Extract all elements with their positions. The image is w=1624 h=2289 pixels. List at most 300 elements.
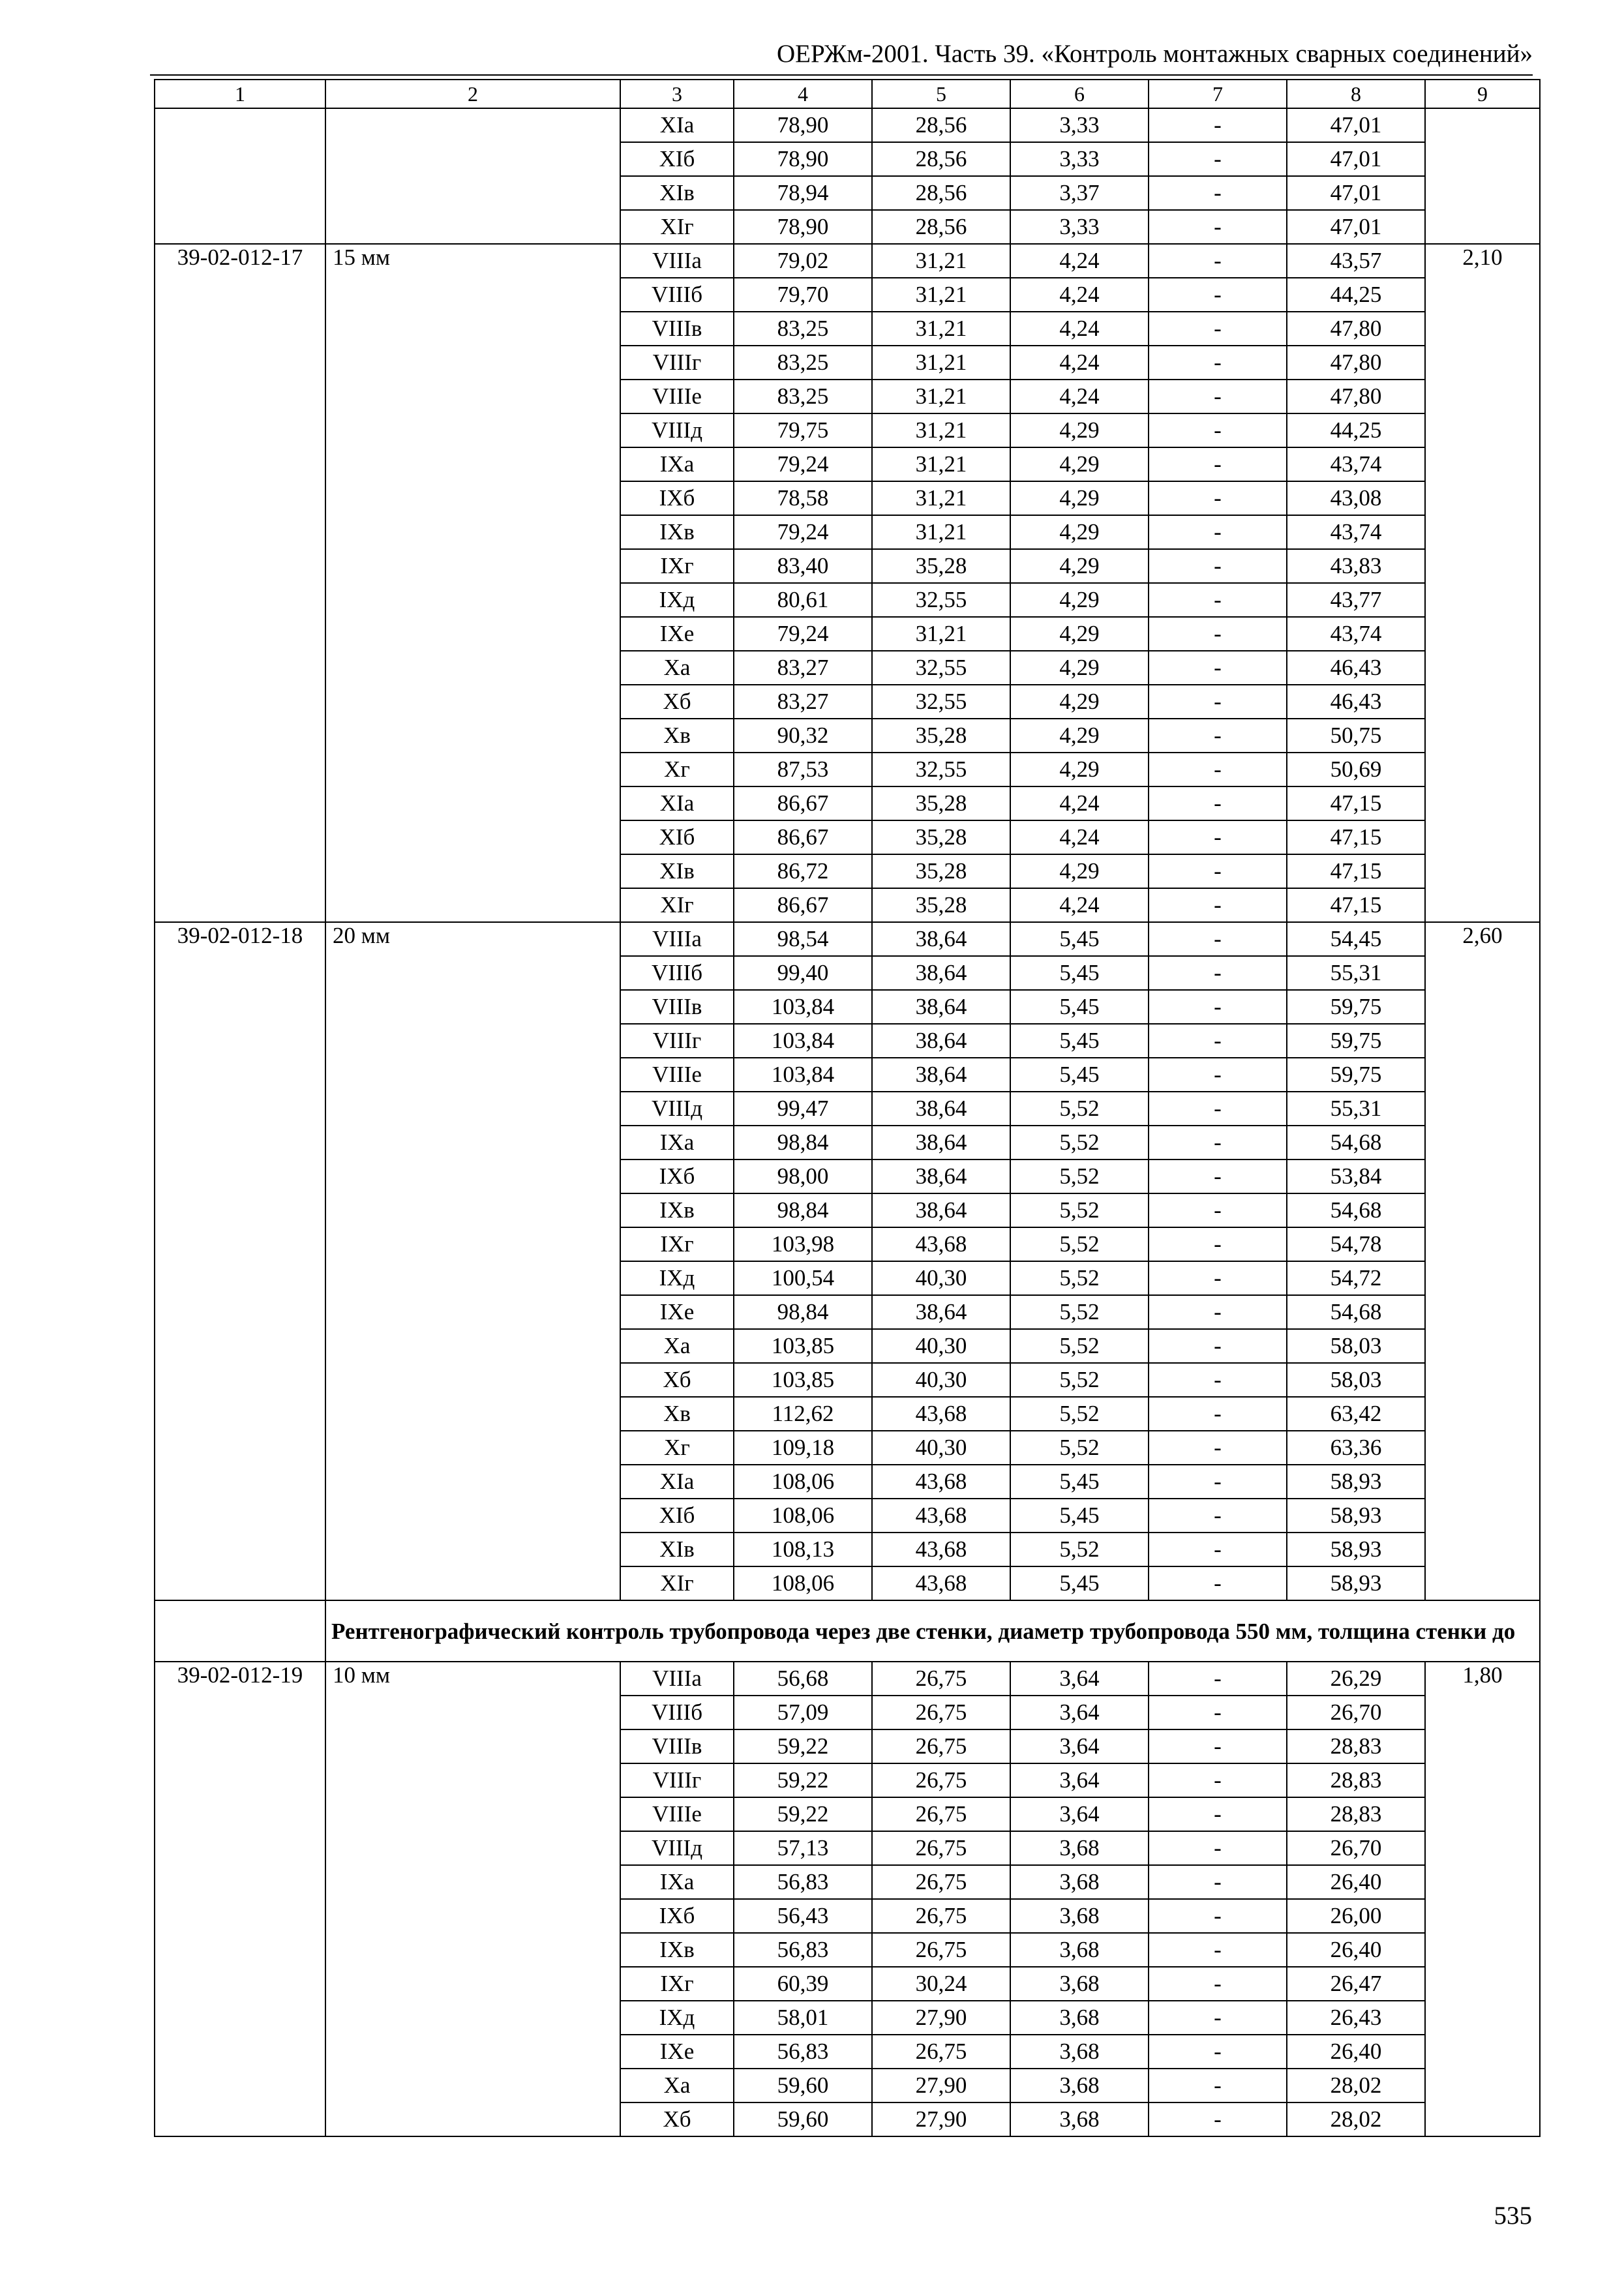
direct-cost-cell: 98,00 [734, 1159, 872, 1193]
welding-position-cell: Xб [620, 685, 734, 719]
machine-cost-cell: 3,33 [1010, 142, 1149, 176]
labor-cost-cell: 26,75 [872, 1763, 1010, 1797]
machine-cost-cell: 3,68 [1010, 2035, 1149, 2069]
labor-cost-cell: 27,90 [872, 2001, 1010, 2035]
column-number: 5 [872, 80, 1010, 108]
welding-position-cell: IXа [620, 1126, 734, 1159]
welding-position-cell: IXг [620, 1967, 734, 2001]
labor-cost-cell: 27,90 [872, 2102, 1010, 2136]
direct-cost-cell: 103,85 [734, 1363, 872, 1397]
labor-cost-cell: 38,64 [872, 1295, 1010, 1329]
machine-cost-cell: 5,45 [1010, 922, 1149, 956]
column-number: 7 [1149, 80, 1287, 108]
labor-cost-cell: 38,64 [872, 1126, 1010, 1159]
transport-cost-cell: - [1149, 685, 1287, 719]
direct-cost-cell: 59,22 [734, 1729, 872, 1763]
labor-cost-cell: 31,21 [872, 312, 1010, 346]
welding-position-cell: IXв [620, 1193, 734, 1227]
transport-cost-cell: - [1149, 1058, 1287, 1092]
machine-cost-cell: 5,52 [1010, 1092, 1149, 1126]
labor-cost-cell: 35,28 [872, 786, 1010, 820]
transport-cost-cell: - [1149, 142, 1287, 176]
direct-cost-cell: 99,47 [734, 1092, 872, 1126]
labor-cost-cell: 38,64 [872, 922, 1010, 956]
material-cost-cell: 63,42 [1287, 1397, 1425, 1431]
material-cost-cell: 54,68 [1287, 1193, 1425, 1227]
material-cost-cell: 44,25 [1287, 278, 1425, 312]
material-cost-cell: 26,40 [1287, 1865, 1425, 1899]
welding-position-cell: XIб [620, 142, 734, 176]
material-cost-cell: 63,36 [1287, 1431, 1425, 1465]
direct-cost-cell: 109,18 [734, 1431, 872, 1465]
welding-position-cell: XIв [620, 1533, 734, 1566]
labor-cost-cell: 32,55 [872, 753, 1010, 786]
labor-cost-cell: 35,28 [872, 820, 1010, 854]
direct-cost-cell: 57,13 [734, 1831, 872, 1865]
direct-cost-cell: 108,13 [734, 1533, 872, 1566]
transport-cost-cell: - [1149, 312, 1287, 346]
transport-cost-cell: - [1149, 1763, 1287, 1797]
labor-cost-cell: 31,21 [872, 346, 1010, 380]
material-cost-cell: 43,08 [1287, 481, 1425, 515]
welding-position-cell: IXе [620, 1295, 734, 1329]
machine-cost-cell: 4,29 [1010, 753, 1149, 786]
welding-position-cell: Xа [620, 2069, 734, 2102]
transport-cost-cell: - [1149, 1431, 1287, 1465]
wall-thickness [325, 108, 620, 244]
transport-cost-cell: - [1149, 176, 1287, 210]
material-cost-cell: 47,01 [1287, 142, 1425, 176]
welding-position-cell: XIг [620, 888, 734, 922]
rate-code: 39-02-012-18 [155, 922, 325, 1600]
welding-position-cell: Xб [620, 2102, 734, 2136]
transport-cost-cell: - [1149, 447, 1287, 481]
rate-code: 39-02-012-19 [155, 1662, 325, 2136]
transport-cost-cell: - [1149, 1533, 1287, 1566]
column-number: 6 [1010, 80, 1149, 108]
machine-cost-cell: 4,24 [1010, 312, 1149, 346]
material-cost-cell: 26,40 [1287, 2035, 1425, 2069]
labor-cost-cell: 26,75 [872, 1662, 1010, 1696]
direct-cost-cell: 78,90 [734, 210, 872, 244]
machine-cost-cell: 3,64 [1010, 1662, 1149, 1696]
material-cost-cell: 46,43 [1287, 685, 1425, 719]
machine-cost-cell: 3,68 [1010, 1831, 1149, 1865]
welding-position-cell: VIIIд [620, 1831, 734, 1865]
direct-cost-cell: 79,24 [734, 447, 872, 481]
welding-position-cell: IXв [620, 1933, 734, 1967]
machine-cost-cell: 3,37 [1010, 176, 1149, 210]
machine-cost-cell: 4,24 [1010, 278, 1149, 312]
labor-cost-cell: 38,64 [872, 1159, 1010, 1193]
direct-cost-cell: 103,84 [734, 990, 872, 1024]
material-cost-cell: 43,74 [1287, 447, 1425, 481]
material-cost-cell: 43,83 [1287, 549, 1425, 583]
machine-cost-cell: 5,45 [1010, 1499, 1149, 1533]
column-number: 9 [1425, 80, 1540, 108]
transport-cost-cell: - [1149, 1092, 1287, 1126]
material-cost-cell: 26,70 [1287, 1696, 1425, 1729]
machine-cost-cell: 3,33 [1010, 210, 1149, 244]
welding-position-cell: VIIIа [620, 1662, 734, 1696]
material-cost-cell: 28,83 [1287, 1763, 1425, 1797]
table-row [155, 244, 1540, 278]
transport-cost-cell: - [1149, 1933, 1287, 1967]
direct-cost-cell: 57,09 [734, 1696, 872, 1729]
header-rule [150, 74, 1533, 76]
material-cost-cell: 43,57 [1287, 244, 1425, 278]
labor-cost-cell: 38,64 [872, 1024, 1010, 1058]
direct-cost-cell: 86,67 [734, 786, 872, 820]
welding-position-cell: VIIIв [620, 990, 734, 1024]
welding-position-cell: IXе [620, 2035, 734, 2069]
transport-cost-cell: - [1149, 244, 1287, 278]
wall-thickness: 10 мм [325, 1662, 620, 2136]
direct-cost-cell: 60,39 [734, 1967, 872, 2001]
machine-cost-cell: 4,24 [1010, 820, 1149, 854]
labor-cost-cell: 38,64 [872, 1058, 1010, 1092]
labor-cost-cell: 38,64 [872, 1193, 1010, 1227]
transport-cost-cell: - [1149, 278, 1287, 312]
welding-position-cell: VIIIа [620, 244, 734, 278]
transport-cost-cell: - [1149, 1329, 1287, 1363]
welding-position-cell: XIа [620, 786, 734, 820]
machine-cost-cell: 4,29 [1010, 515, 1149, 549]
welding-position-cell: IXд [620, 1261, 734, 1295]
transport-cost-cell: - [1149, 1831, 1287, 1865]
labor-cost-cell: 40,30 [872, 1363, 1010, 1397]
table-body [155, 80, 1540, 2136]
labor-cost-cell: 26,75 [872, 2035, 1010, 2069]
direct-cost-cell: 78,90 [734, 108, 872, 142]
transport-cost-cell: - [1149, 1159, 1287, 1193]
wall-thickness: 20 мм [325, 922, 620, 1600]
direct-cost-cell: 98,84 [734, 1193, 872, 1227]
transport-cost-cell: - [1149, 1499, 1287, 1533]
material-cost-cell: 50,75 [1287, 719, 1425, 753]
direct-cost-cell: 59,22 [734, 1797, 872, 1831]
material-cost-cell: 58,93 [1287, 1533, 1425, 1566]
transport-cost-cell: - [1149, 1193, 1287, 1227]
material-cost-cell: 47,80 [1287, 380, 1425, 413]
transport-cost-cell: - [1149, 481, 1287, 515]
direct-cost-cell: 78,94 [734, 176, 872, 210]
welding-position-cell: IXб [620, 1159, 734, 1193]
direct-cost-cell: 59,60 [734, 2069, 872, 2102]
welding-position-cell: Xа [620, 1329, 734, 1363]
column-number: 4 [734, 80, 872, 108]
transport-cost-cell: - [1149, 1397, 1287, 1431]
direct-cost-cell: 83,40 [734, 549, 872, 583]
labor-cost-cell: 31,21 [872, 447, 1010, 481]
transport-cost-cell: - [1149, 786, 1287, 820]
machine-cost-cell: 5,52 [1010, 1159, 1149, 1193]
machine-cost-cell: 3,68 [1010, 1865, 1149, 1899]
material-cost-cell: 47,80 [1287, 312, 1425, 346]
machine-cost-cell: 4,29 [1010, 481, 1149, 515]
transport-cost-cell: - [1149, 651, 1287, 685]
transport-cost-cell: - [1149, 956, 1287, 990]
rate-code: 39-02-012-17 [155, 244, 325, 922]
machine-cost-cell: 3,64 [1010, 1696, 1149, 1729]
direct-cost-cell: 83,25 [734, 346, 872, 380]
direct-cost-cell: 99,40 [734, 956, 872, 990]
direct-cost-cell: 56,83 [734, 1933, 872, 1967]
material-cost-cell: 28,02 [1287, 2069, 1425, 2102]
material-cost-cell: 58,93 [1287, 1566, 1425, 1600]
transport-cost-cell: - [1149, 719, 1287, 753]
machine-cost-cell: 4,29 [1010, 854, 1149, 888]
page-number: 535 [1494, 2202, 1532, 2230]
welding-position-cell: XIг [620, 210, 734, 244]
labor-cost-cell: 28,56 [872, 108, 1010, 142]
material-cost-cell: 26,00 [1287, 1899, 1425, 1933]
direct-cost-cell: 79,70 [734, 278, 872, 312]
labor-cost-cell: 32,55 [872, 583, 1010, 617]
material-cost-cell: 47,01 [1287, 176, 1425, 210]
transport-cost-cell: - [1149, 1967, 1287, 2001]
labor-cost-cell: 43,68 [872, 1397, 1010, 1431]
material-cost-cell: 54,45 [1287, 922, 1425, 956]
labor-cost-cell: 40,30 [872, 1431, 1010, 1465]
direct-cost-cell: 108,06 [734, 1465, 872, 1499]
machine-cost-cell: 3,68 [1010, 1933, 1149, 1967]
welding-position-cell: VIIIб [620, 1696, 734, 1729]
section-spacer-cell [155, 1600, 325, 1662]
direct-cost-cell: 83,25 [734, 380, 872, 413]
labor-cost-cell: 26,75 [872, 1729, 1010, 1763]
machine-cost-cell: 4,24 [1010, 888, 1149, 922]
transport-cost-cell: - [1149, 617, 1287, 651]
material-cost-cell: 58,93 [1287, 1499, 1425, 1533]
transport-cost-cell: - [1149, 922, 1287, 956]
welding-position-cell: VIIIб [620, 956, 734, 990]
material-cost-cell: 47,15 [1287, 854, 1425, 888]
direct-cost-cell: 103,84 [734, 1024, 872, 1058]
material-cost-cell: 58,03 [1287, 1363, 1425, 1397]
labor-cost-cell: 38,64 [872, 956, 1010, 990]
direct-cost-cell: 79,24 [734, 515, 872, 549]
material-cost-cell: 28,83 [1287, 1729, 1425, 1763]
machine-cost-cell: 5,45 [1010, 1058, 1149, 1092]
welding-position-cell: IXд [620, 583, 734, 617]
direct-cost-cell: 98,84 [734, 1295, 872, 1329]
welding-position-cell: IXб [620, 1899, 734, 1933]
section-title: Рентгенографический контроль трубопровода через две стенки, диаметр трубопровода 550 мм, толщина стенки до [325, 1600, 1540, 1662]
material-cost-cell: 59,75 [1287, 990, 1425, 1024]
labor-cost-cell: 35,28 [872, 719, 1010, 753]
transport-cost-cell: - [1149, 1295, 1287, 1329]
labor-cost-cell: 26,75 [872, 1899, 1010, 1933]
machine-cost-cell: 3,64 [1010, 1763, 1149, 1797]
welding-position-cell: VIIIг [620, 1024, 734, 1058]
column-number: 3 [620, 80, 734, 108]
transport-cost-cell: - [1149, 1126, 1287, 1159]
welding-position-cell: Xв [620, 719, 734, 753]
transport-cost-cell: - [1149, 1729, 1287, 1763]
labor-cost-cell: 40,30 [872, 1261, 1010, 1295]
direct-cost-cell: 59,22 [734, 1763, 872, 1797]
transport-cost-cell: - [1149, 1696, 1287, 1729]
direct-cost-cell: 78,58 [734, 481, 872, 515]
machine-cost-cell: 5,45 [1010, 990, 1149, 1024]
machine-cost-cell: 5,52 [1010, 1295, 1149, 1329]
direct-cost-cell: 103,84 [734, 1058, 872, 1092]
direct-cost-cell: 56,68 [734, 1662, 872, 1696]
labor-cost-cell: 26,75 [872, 1797, 1010, 1831]
material-cost-cell: 43,74 [1287, 515, 1425, 549]
labor-cost-cell: 35,28 [872, 549, 1010, 583]
labor-cost-cell: 28,56 [872, 176, 1010, 210]
material-cost-cell: 44,25 [1287, 413, 1425, 447]
material-cost-cell: 26,43 [1287, 2001, 1425, 2035]
welding-position-cell: IXа [620, 1865, 734, 1899]
welding-position-cell: XIв [620, 854, 734, 888]
machine-cost-cell: 5,52 [1010, 1193, 1149, 1227]
machine-cost-cell: 5,52 [1010, 1126, 1149, 1159]
transport-cost-cell: - [1149, 583, 1287, 617]
machine-cost-cell: 4,24 [1010, 786, 1149, 820]
transport-cost-cell: - [1149, 1363, 1287, 1397]
transport-cost-cell: - [1149, 820, 1287, 854]
labor-cost-cell: 31,21 [872, 278, 1010, 312]
material-cost-cell: 47,15 [1287, 820, 1425, 854]
machine-cost-cell: 5,45 [1010, 1566, 1149, 1600]
labor-cost-cell: 31,21 [872, 617, 1010, 651]
direct-cost-cell: 100,54 [734, 1261, 872, 1295]
machine-cost-cell: 3,68 [1010, 1899, 1149, 1933]
direct-cost-cell: 103,98 [734, 1227, 872, 1261]
material-cost-cell: 47,15 [1287, 786, 1425, 820]
transport-cost-cell: - [1149, 346, 1287, 380]
material-cost-cell: 54,68 [1287, 1295, 1425, 1329]
machine-cost-cell: 5,45 [1010, 1465, 1149, 1499]
welding-position-cell: XIа [620, 1465, 734, 1499]
labor-cost-cell: 43,68 [872, 1499, 1010, 1533]
page-header [150, 38, 1533, 76]
material-cost-cell: 46,43 [1287, 651, 1425, 685]
labor-cost-cell: 31,21 [872, 515, 1010, 549]
table-row [155, 108, 1540, 142]
welding-position-cell: VIIIе [620, 1797, 734, 1831]
labor-cost-cell: 31,21 [872, 244, 1010, 278]
transport-cost-cell: - [1149, 854, 1287, 888]
welding-position-cell: Xа [620, 651, 734, 685]
transport-cost-cell: - [1149, 2035, 1287, 2069]
labor-cost-cell: 40,30 [872, 1329, 1010, 1363]
document-title: ОЕРЖм-2001. Часть 39. «Контроль монтажных сварных соединений» [777, 40, 1533, 68]
direct-cost-cell: 79,75 [734, 413, 872, 447]
labor-cost-cell: 26,75 [872, 1865, 1010, 1899]
direct-cost-cell: 103,85 [734, 1329, 872, 1363]
direct-cost-cell: 86,67 [734, 888, 872, 922]
direct-cost-cell: 98,54 [734, 922, 872, 956]
labor-cost-cell: 43,68 [872, 1566, 1010, 1600]
welding-position-cell: IXв [620, 515, 734, 549]
machine-cost-cell: 4,29 [1010, 719, 1149, 753]
material-cost-cell: 47,01 [1287, 210, 1425, 244]
material-cost-cell: 54,68 [1287, 1126, 1425, 1159]
labor-cost-cell: 32,55 [872, 651, 1010, 685]
welding-position-cell: IXа [620, 447, 734, 481]
direct-cost-cell: 79,02 [734, 244, 872, 278]
welding-position-cell: VIIIа [620, 922, 734, 956]
labor-cost-cell: 43,68 [872, 1465, 1010, 1499]
welding-position-cell: VIIIд [620, 1092, 734, 1126]
machine-cost-cell: 4,29 [1010, 685, 1149, 719]
machine-cost-cell: 3,64 [1010, 1797, 1149, 1831]
direct-cost-cell: 86,67 [734, 820, 872, 854]
material-cost-cell: 55,31 [1287, 1092, 1425, 1126]
material-cost-cell: 28,02 [1287, 2102, 1425, 2136]
direct-cost-cell: 108,06 [734, 1499, 872, 1533]
machine-cost-cell: 5,45 [1010, 1024, 1149, 1058]
labor-cost-cell: 43,68 [872, 1227, 1010, 1261]
welding-position-cell: XIг [620, 1566, 734, 1600]
transport-cost-cell: - [1149, 1261, 1287, 1295]
transport-cost-cell: - [1149, 1899, 1287, 1933]
column-number: 1 [155, 80, 325, 108]
direct-cost-cell: 56,43 [734, 1899, 872, 1933]
rate-code [155, 108, 325, 244]
direct-cost-cell: 83,27 [734, 685, 872, 719]
welding-position-cell: IXг [620, 549, 734, 583]
material-cost-cell: 58,03 [1287, 1329, 1425, 1363]
welding-position-cell: IXг [620, 1227, 734, 1261]
machine-cost-cell: 5,52 [1010, 1533, 1149, 1566]
material-cost-cell: 55,31 [1287, 956, 1425, 990]
transport-cost-cell: - [1149, 2001, 1287, 2035]
welding-position-cell: VIIIб [620, 278, 734, 312]
labor-cost-cell: 31,21 [872, 413, 1010, 447]
labor-cost-cell: 28,56 [872, 142, 1010, 176]
transport-cost-cell: - [1149, 210, 1287, 244]
machine-cost-cell: 5,52 [1010, 1227, 1149, 1261]
rate-price: 2,10 [1425, 244, 1540, 922]
machine-cost-cell: 3,33 [1010, 108, 1149, 142]
material-cost-cell: 26,29 [1287, 1662, 1425, 1696]
direct-cost-cell: 56,83 [734, 1865, 872, 1899]
transport-cost-cell: - [1149, 888, 1287, 922]
transport-cost-cell: - [1149, 1797, 1287, 1831]
material-cost-cell: 59,75 [1287, 1024, 1425, 1058]
labor-cost-cell: 38,64 [872, 1092, 1010, 1126]
welding-position-cell: Xг [620, 1431, 734, 1465]
material-cost-cell: 54,72 [1287, 1261, 1425, 1295]
material-cost-cell: 26,47 [1287, 1967, 1425, 2001]
direct-cost-cell: 112,62 [734, 1397, 872, 1431]
machine-cost-cell: 3,68 [1010, 1967, 1149, 2001]
direct-cost-cell: 56,83 [734, 2035, 872, 2069]
welding-position-cell: VIIIе [620, 380, 734, 413]
labor-cost-cell: 31,21 [872, 481, 1010, 515]
transport-cost-cell: - [1149, 108, 1287, 142]
material-cost-cell: 26,70 [1287, 1831, 1425, 1865]
welding-position-cell: Xб [620, 1363, 734, 1397]
welding-position-cell: IXе [620, 617, 734, 651]
material-cost-cell: 47,80 [1287, 346, 1425, 380]
welding-position-cell: XIа [620, 108, 734, 142]
labor-cost-cell: 27,90 [872, 2069, 1010, 2102]
transport-cost-cell: - [1149, 1227, 1287, 1261]
column-number: 8 [1287, 80, 1425, 108]
table-row [155, 922, 1540, 956]
direct-cost-cell: 90,32 [734, 719, 872, 753]
welding-position-cell: Xв [620, 1397, 734, 1431]
transport-cost-cell: - [1149, 380, 1287, 413]
transport-cost-cell: - [1149, 753, 1287, 786]
labor-cost-cell: 32,55 [872, 685, 1010, 719]
